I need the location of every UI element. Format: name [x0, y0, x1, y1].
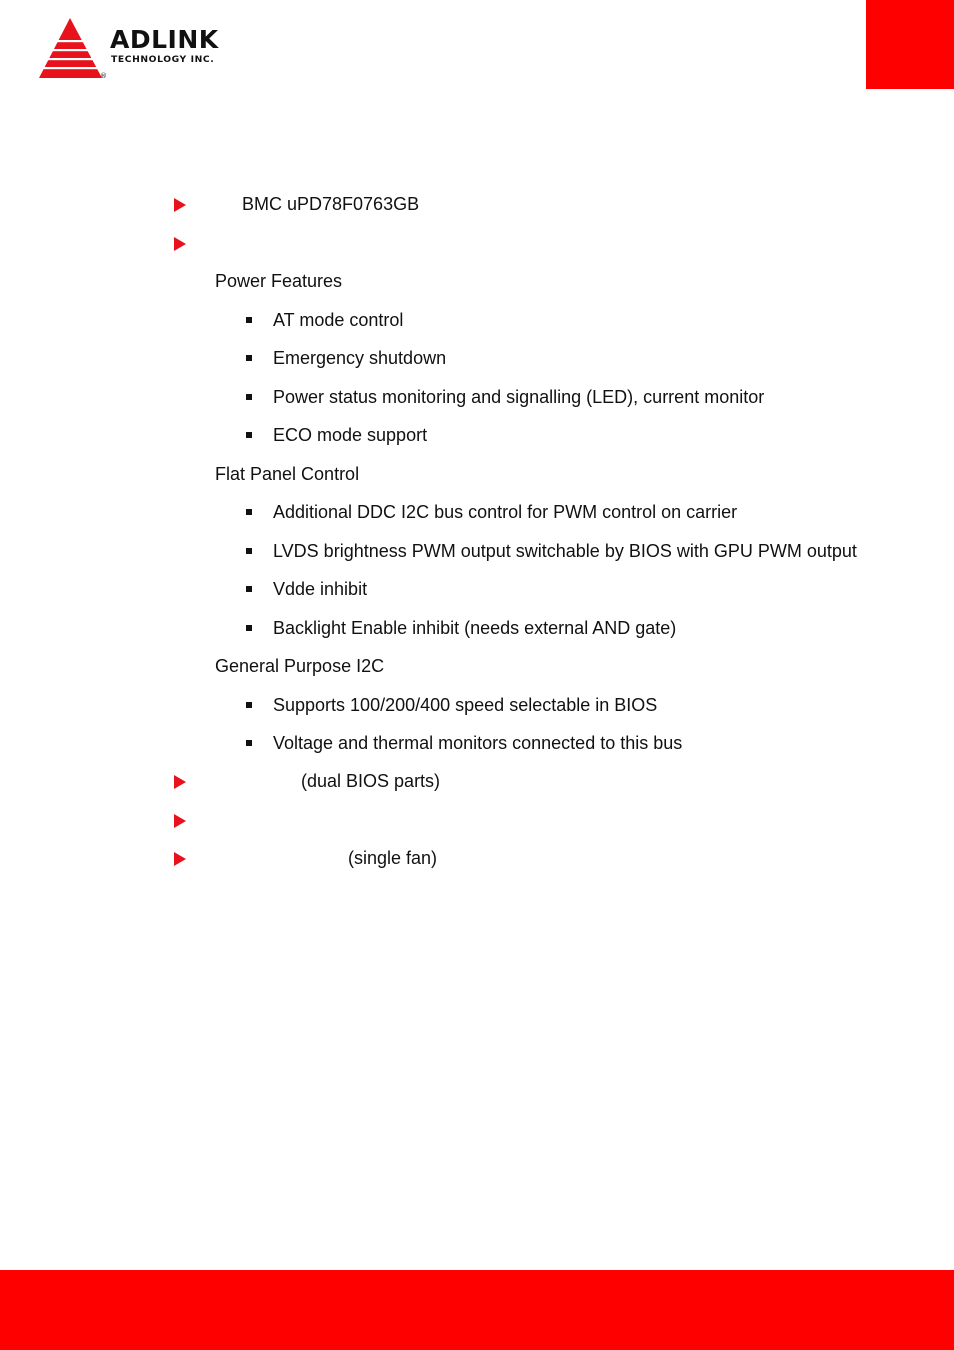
arrow-bullet-icon	[174, 775, 186, 789]
footer-bar	[0, 1270, 954, 1350]
square-bullet-icon	[246, 625, 252, 631]
list-item: Supports 100/200/400 speed selectable in BIOS	[273, 695, 658, 715]
brand-name: ADLINK	[110, 25, 219, 54]
bmc-item: BMC uPD78F0763GB	[242, 194, 420, 214]
arrow-bullet-icon	[174, 814, 186, 828]
square-bullet-icon	[246, 317, 252, 323]
list-item: AT mode control	[273, 310, 404, 330]
flat-panel-heading: Flat Panel Control	[215, 464, 360, 484]
square-bullet-icon	[246, 740, 252, 746]
list-item: Backlight Enable inhibit (needs external AND gate)	[273, 618, 677, 638]
arrow-bullet-icon	[174, 198, 186, 212]
list-item: Power status monitoring and signalling (LED), current monitor	[273, 387, 765, 407]
square-bullet-icon	[246, 394, 252, 400]
square-bullet-icon	[246, 548, 252, 554]
list-item: LVDS brightness PWM output switchable by BIOS with GPU PWM output	[273, 541, 857, 561]
square-bullet-icon	[246, 432, 252, 438]
single-fan-item: (single fan)	[348, 848, 438, 868]
square-bullet-icon	[246, 509, 252, 515]
arrow-bullet-icon	[174, 237, 186, 251]
arrow-bullet-icon	[174, 852, 186, 866]
dual-bios-item: (dual BIOS parts)	[301, 771, 441, 791]
power-features-heading: Power Features	[215, 271, 343, 291]
list-item: Emergency shutdown	[273, 348, 447, 368]
i2c-heading: General Purpose I2C	[215, 656, 385, 676]
list-item: ECO mode support	[273, 425, 428, 445]
square-bullet-icon	[246, 702, 252, 708]
square-bullet-icon	[246, 586, 252, 592]
list-item: Additional DDC I2C bus control for PWM control on carrier	[273, 502, 738, 522]
registered-mark: ®	[100, 72, 107, 80]
list-item: Vdde inhibit	[273, 579, 368, 599]
brand-subtitle: TECHNOLOGY INC.	[111, 54, 215, 65]
adlink-triangle-logo-icon	[38, 16, 108, 84]
list-item: Voltage and thermal monitors connected to this bus	[273, 733, 683, 753]
corner-tab	[866, 0, 954, 89]
square-bullet-icon	[246, 355, 252, 361]
